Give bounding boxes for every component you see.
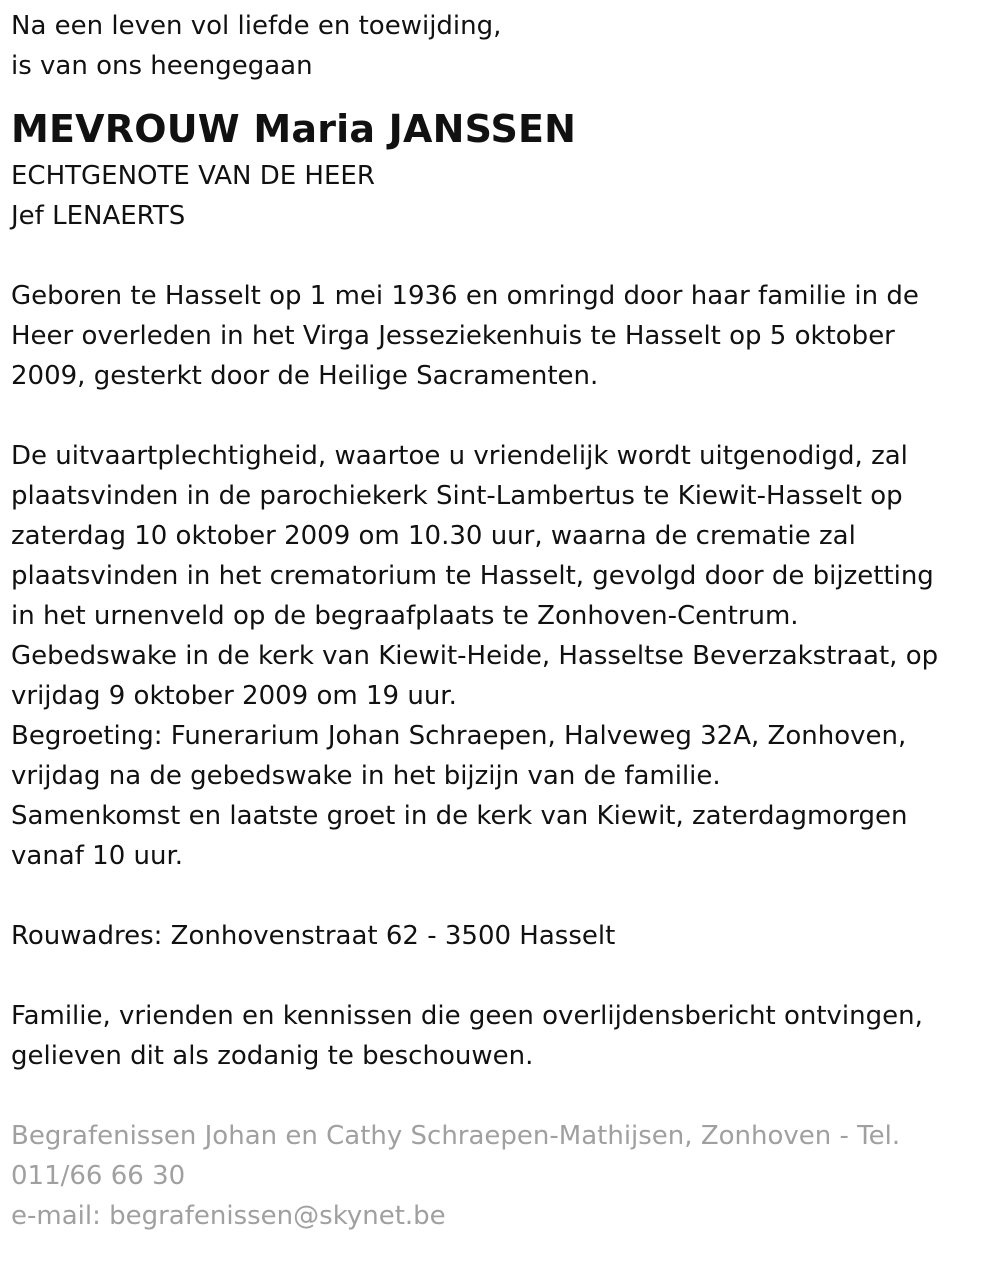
- paragraph-line: Samenkomst en laatste groet in de kerk van Kiewit, zaterdagmorgen: [11, 801, 908, 831]
- funeral-home-phone: 011/66 66 30: [11, 1161, 186, 1191]
- paragraph-line: zaterdag 10 oktober 2009 om 10.30 uur, waarna de crematie zal: [11, 521, 856, 551]
- paragraph-line: vrijdag 9 oktober 2009 om 19 uur.: [11, 681, 457, 711]
- birth-death-paragraph: [11, 276, 988, 396]
- intro-line: Na een leven vol liefde en toewijding,: [11, 11, 502, 41]
- intro-line: is van ons heengegaan: [11, 51, 313, 81]
- intro: [11, 6, 988, 86]
- paragraph-line: vanaf 10 uur.: [11, 841, 184, 871]
- mourning-address: Rouwadres: Zonhovenstraat 62 - 3500 Hasselt: [11, 921, 616, 951]
- notice-paragraph: [11, 996, 988, 1076]
- paragraph-line: plaatsvinden in het crematorium te Hasselt, gevolgd door de bijzetting: [11, 561, 934, 591]
- spouse-label: ECHTGENOTE VAN DE HEER: [11, 161, 375, 191]
- paragraph-line: Geboren te Hasselt op 1 mei 1936 en omringd door haar familie in de: [11, 281, 919, 311]
- funeral-home-name: Begrafenissen Johan en Cathy Schraepen-Mathijsen, Zonhoven - Tel.: [11, 1121, 901, 1151]
- deceased-name: MEVROUW Maria JANSSEN: [11, 107, 577, 151]
- funeral-paragraph: [11, 436, 988, 876]
- paragraph-line: vrijdag na de gebedswake in het bijzijn van de familie.: [11, 761, 721, 791]
- paragraph-line: 2009, gesterkt door de Heilige Sacramenten.: [11, 361, 599, 391]
- spouse-name: Jef LENAERTS: [11, 201, 186, 231]
- paragraph-line: Familie, vrienden en kennissen die geen overlijdensbericht ontvingen,: [11, 1001, 923, 1031]
- funeral-home-footer: [11, 1116, 988, 1236]
- paragraph-line: Heer overleden in het Virga Jesseziekenhuis te Hasselt op 5 oktober: [11, 321, 895, 351]
- paragraph-line: De uitvaartplechtigheid, waartoe u vriendelijk wordt uitgenodigd, zal: [11, 441, 908, 471]
- paragraph-line: plaatsvinden in de parochiekerk Sint-Lambertus te Kiewit-Hasselt op: [11, 481, 903, 511]
- address-paragraph: [11, 916, 988, 956]
- paragraph-line: in het urnenveld op de begraafplaats te Zonhoven-Centrum.: [11, 601, 799, 631]
- funeral-home-email[interactable]: e-mail: begrafenissen@skynet.be: [11, 1201, 446, 1231]
- paragraph-line: gelieven dit als zodanig te beschouwen.: [11, 1041, 534, 1071]
- paragraph-line: Gebedswake in de kerk van Kiewit-Heide, Hasseltse Beverzakstraat, op: [11, 641, 939, 671]
- paragraph-line: Begroeting: Funerarium Johan Schraepen, Halveweg 32A, Zonhoven,: [11, 721, 907, 751]
